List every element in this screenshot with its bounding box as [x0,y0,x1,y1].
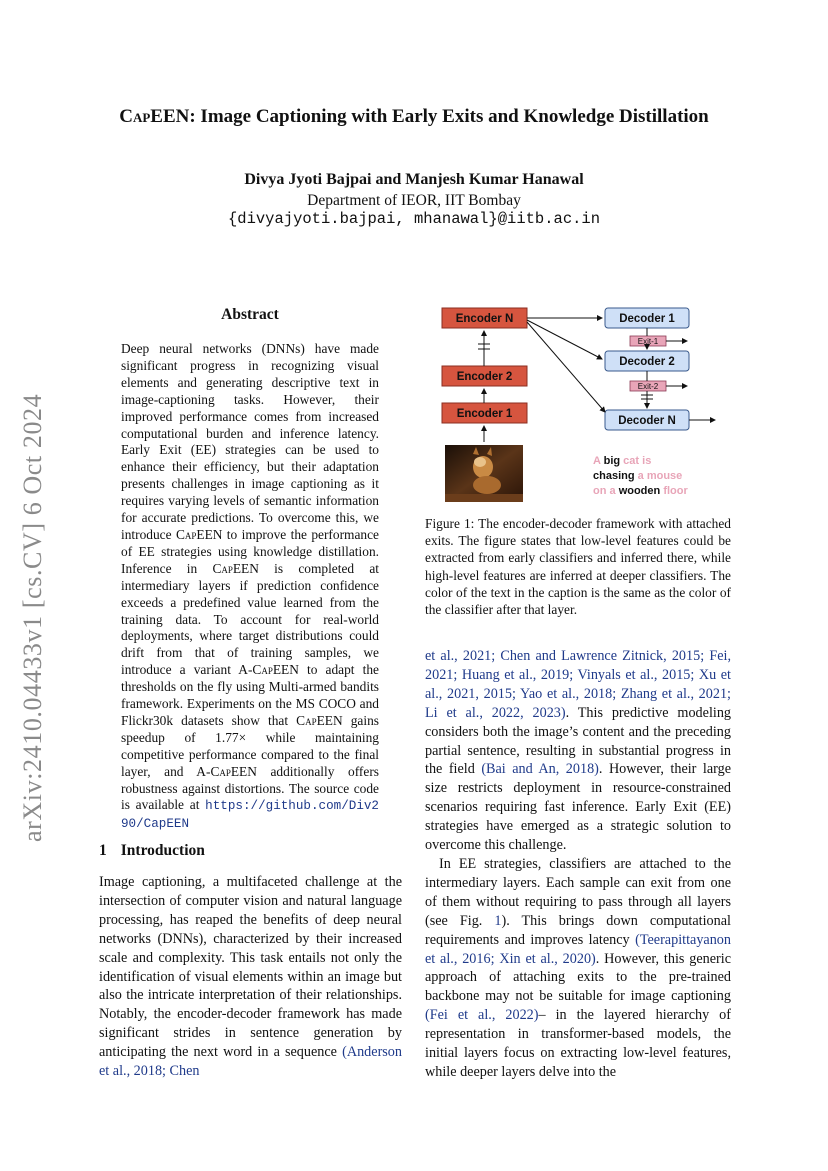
generated-caption [593,455,688,497]
caption-text: The encoder-decoder framework with attached exits. The figure states that low-level features could be extracted from early classifiers and inferred there, while high-level features are inferred at deeper classifiers. The color of the text in the caption is the same as the color of the classifier after that layer. [425,516,731,618]
exit-1-label: Exit-1 [637,337,659,346]
citation-link[interactable]: (Bai and An, 2018) [481,761,599,778]
caption-word: floor [663,485,688,497]
abstract-text: to adapt the thresholds on the fly using Multi-armed bandits framework. Experiments on the MS COCO and Flickr30k datasets show that [121,662,379,728]
input-image [445,445,523,502]
exit-2-label: Exit-2 [637,382,659,391]
model-name: CapEEN [210,763,257,779]
caption-word: a mouse [637,470,683,482]
paragraph [425,855,731,1082]
email: {divyajyoti.bajpai, mhanawal}@iitb.ac.in [227,210,601,228]
caption-word: cat [623,455,640,467]
citation-link[interactable]: et al., 2021; Chen and Lawrence Zitnick, 2015; Fei, 2021; Huang et al., 2019; Vinyals et al., 2015; Xu et al., 2021, 2015; Yao et al., 2018; Zhang et al., 2021; Li et al., 2022, 2023) [425,648,731,721]
section-heading-introduction [99,842,205,860]
model-name: CapEEN [212,560,259,576]
figure-caption [425,515,731,618]
encoder-n-label: Encoder N [455,313,514,325]
abstract-body [121,341,379,833]
figure-reference-link[interactable]: 1 [494,912,502,929]
caption-word: on a [593,485,616,497]
authors: Divya Jyoti Bajpai and Manjesh Kumar Hanawal [244,171,584,188]
title-rest: : Image Captioning with Early Exits and Knowledge Distillation [189,106,709,127]
body-text: . However, this generic approach of attaching exits to the pre-trained backbone may not be suitable for image captioning [425,950,731,1005]
abstract-text: to improve the performance of EE strategies using knowledge distillation. Inference in [121,526,379,576]
arrow-encn-decn [527,322,605,412]
model-name: CapEEN [252,662,299,678]
model-name: CapEEN [175,526,223,542]
decoder-n-label: Decoder N [618,415,676,427]
affiliation: Department of IEOR, IIT Bombay [307,192,521,209]
body-text: ). This brings down computational requirements and improves latency [425,912,731,948]
body-text: . However, their large size restricts deployment in resource-constrained scenarios requiring fast inference. Early Exit (EE) strategies have emerged as a strategic solution to overcome this challenge. [425,761,731,854]
arxiv-stamp: arXiv:2410.04433v1 [cs.CV] 6 Oct 2024 [18,393,47,842]
right-column-body [425,647,731,1082]
arrow-encn-dec2 [527,320,602,359]
title-model-name: CapEEN [119,106,190,127]
abstract-text: is completed at intermediary layers if prediction confidence exceeds a predefined value learned from the training data. To account for real-world deployments, where target distributions could drift from that of training samples, we introduce a variant A- [121,560,379,678]
abstract-text: gains speedup of 1.77× while maintaining competitive performance compared to the final layer, and A- [121,712,379,779]
model-name: CapEEN [296,712,343,728]
body-text: In EE strategies, classifiers are attached to the intermediary layers. Each sample can exit from one of them without requiring to pass through all layers (see Fig. [425,855,731,929]
section-title: Introduction [120,842,205,859]
intro-text: Image captioning, a multifaceted challenge at the intersection of computer vision and natural language processing, has reaped the benefits of deep neural networks (DNNs), characterized by their increased scale and complexity. This task entails not only the identification of visual elements within an image but also the intricate interpretation of their relationships. Notably, the encoder-decoder framework has made significant strides in sentence generation by anticipating the next word in a sequence [99,874,402,1061]
paragraph [425,647,731,855]
section-number: 1 [99,842,107,859]
abstract-heading: Abstract [221,306,279,323]
abstract-text: additionally offers robustness against distortions. The source code is available at [121,763,379,813]
body-text: . This predictive modeling considers both the image’s content and the preceding partial sentence, resulting in substantial progress in the field [425,704,732,778]
encoder-2-label: Encoder 2 [456,371,513,383]
citation-link[interactable]: (Teerapittayanon et al., 2016; Xin et al., 2020) [425,931,731,967]
caption-word: wooden [618,485,661,497]
introduction-body [99,873,402,1081]
encoder-1-label: Encoder 1 [456,408,513,420]
citation-link[interactable]: (Anderson et al., 2018; Chen [99,1044,402,1080]
paper-title [0,106,828,128]
caption-word: A [593,455,601,467]
svg-text:on a wooden floor [593,485,688,497]
figure-1 [425,302,731,507]
decoder-1-label: Decoder 1 [619,313,675,325]
figure-label: Figure 1: [425,516,475,531]
caption-word: big [603,455,621,467]
body-text: – in the layered hierarchy of representation in transformer-based models, the initial layers focus on extracting low-level features, while deeper layers delve into the [425,1007,731,1080]
caption-word: chasing [593,470,635,482]
caption-word: is [642,455,652,467]
source-code-link[interactable]: https://github.com/Div290/CapEEN [121,799,379,832]
citation-link[interactable]: (Fei et al., 2022) [425,1007,539,1024]
svg-text:A big cat is [593,455,651,467]
decoder-2-label: Decoder 2 [619,356,675,368]
svg-text:chasing a mouse [593,470,682,482]
abstract-text: Deep neural networks (DNNs) have made significant progress in recognizing visual elements and generating descriptive text in image-captioning tasks. However, their improved performance comes from increased computational burden and inference latency. Early Exit (EE) strategies can be used to enhance their efficiency, but their adaptation presents challenges in image captioning as it requires varying levels of semantic information for accurate predictions. To overcome this, we introduce [121,341,379,542]
